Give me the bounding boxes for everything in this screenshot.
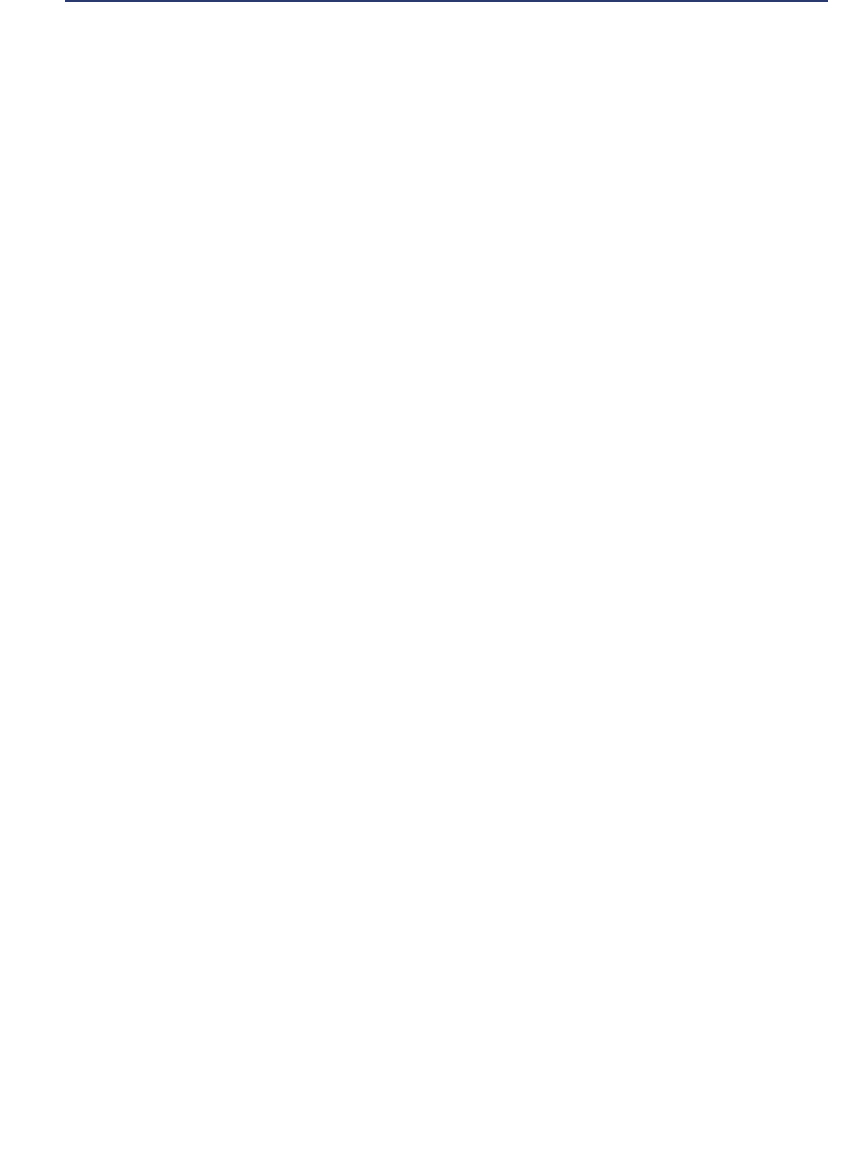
top-rule <box>65 0 828 2</box>
